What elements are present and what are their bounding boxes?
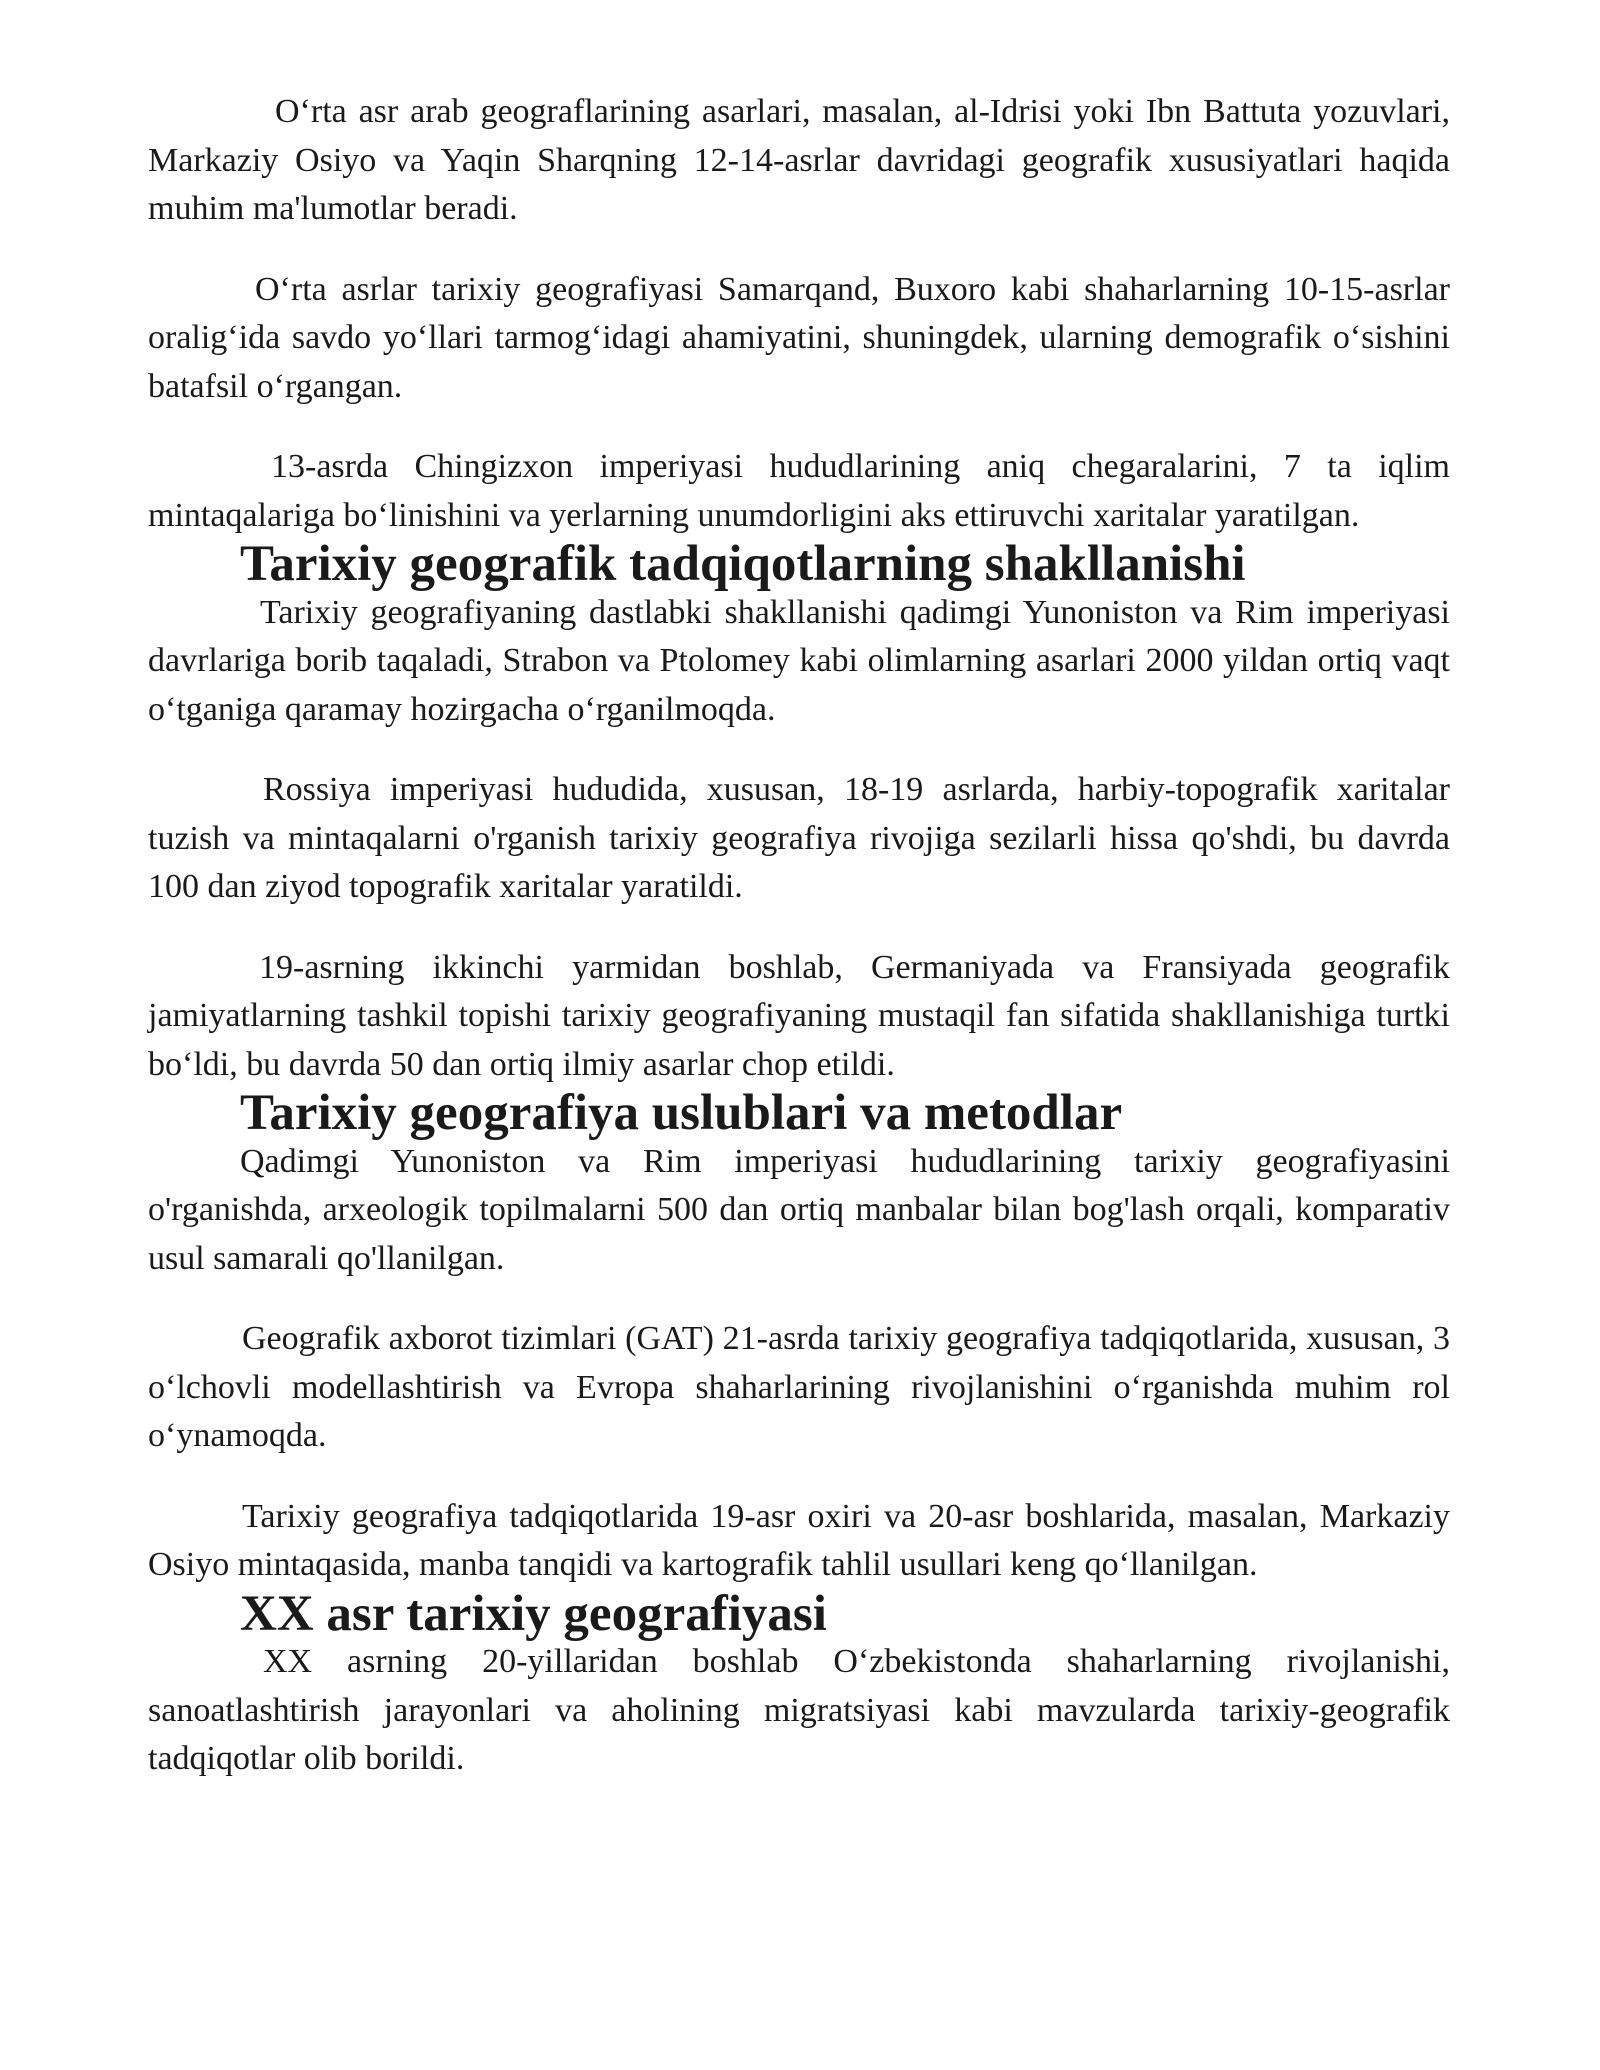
paragraph-medieval-historical-geography: Oʻrta asrlar tarixiy geografiyasi Samarqand, Buxoro kabi shaharlarning 10-15-asrlar oraligʻida savdo yoʻllari tarmogʻidagi ahamiyatini, shuningdek, ularning demografik oʻsishini batafsil oʻrgangan. <box>148 270 1450 405</box>
section-heading-formation: Tarixiy geografik tadqiqotlarning shakllanishi <box>240 536 1246 592</box>
paragraph-source-criticism: Tarixiy geografiya tadqiqotlarida 19-asr oxiri va 20-asr boshlarida, masalan, Markaziy Osiyo mintaqasida, manba tanqidi va kartografik tahlil usullari keng qoʻllanilgan. <box>148 1497 1450 1583</box>
paragraph-early-formation: Tarixiy geografiyaning dastlabki shakllanishi qadimgi Yunoniston va Rim imperiyasi davrlariga borib taqaladi, Strabon va Ptolomey kabi olimlarning asarlari 2000 yildan ortiq vaqt oʻtganiga qaramay hozirgacha oʻrganilmoqda. <box>148 593 1450 728</box>
document-page <box>148 88 1450 1784</box>
section-heading-methods: Tarixiy geografiya uslublari va metodlar <box>240 1085 1123 1141</box>
paragraph-19th-century: 19-asrning ikkinchi yarmidan boshlab, Germaniyada va Fransiyada geografik jamiyatlarning tashkil topishi tarixiy geografiyaning mustaqil fan sifatida shakllanishiga turtki boʻldi, bu davrda 50 dan ortiq ilmiy asarlar chop etildi. <box>148 948 1450 1083</box>
paragraph-uzbekistan-research: XX asrning 20-yillaridan boshlab Oʻzbekistonda shaharlarning rivojlanishi, sanoatlashtirish jarayonlari va aholining migratsiyasi kabi mavzularda tarixiy-geografik tadqiqotlar olib borildi. <box>148 1643 1450 1777</box>
paragraph-medieval-arab-geographers: Oʻrta asr arab geograflarining asarlari, masalan, al-Idrisi yoki Ibn Battuta yozuvlari, Markaziy Osiyo va Yaqin Sharqning 12-14-asrlar davridagi geografik xususiyatlari haqida muhim ma'lumotlar beradi. <box>148 93 1450 227</box>
paragraph-comparative-method: Qadimgi Yunoniston va Rim imperiyasi hududlarining tarixiy geografiyasini o'rganishda, arxeologik topilmalarni 500 dan ortiq manbalar bilan bog'lash orqali, komparativ usul samarali qo'llanilgan. <box>148 1142 1450 1277</box>
paragraph-chingizxon-maps: 13-asrda Chingizxon imperiyasi hududlarining aniq chegaralarini, 7 ta iqlim mintaqalariga boʻlinishini va yerlarning unumdorligini aks ettiruvchi xaritalar yaratilgan. <box>148 448 1450 534</box>
section-heading-20th-century: XX asr tarixiy geografiyasi <box>240 1585 827 1642</box>
paragraph-gis: Geografik axborot tizimlari (GAT) 21-asrda tarixiy geografiya tadqiqotlarida, xususan, 3 oʻlchovli modellashtirish va Evropa shaharlarining rivojlanishini oʻrganishda muhim rol oʻynamoqda. <box>148 1320 1450 1454</box>
paragraph-russian-empire: Rossiya imperiyasi hududida, xususan, 18-19 asrlarda, harbiy-topografik xaritalar tuzish va mintaqalarni o'rganish tarixiy geografiya rivojiga sezilarli hissa qo'shdi, bu davrda 100 dan ziyod topografik xaritalar yaratildi. <box>148 771 1450 905</box>
